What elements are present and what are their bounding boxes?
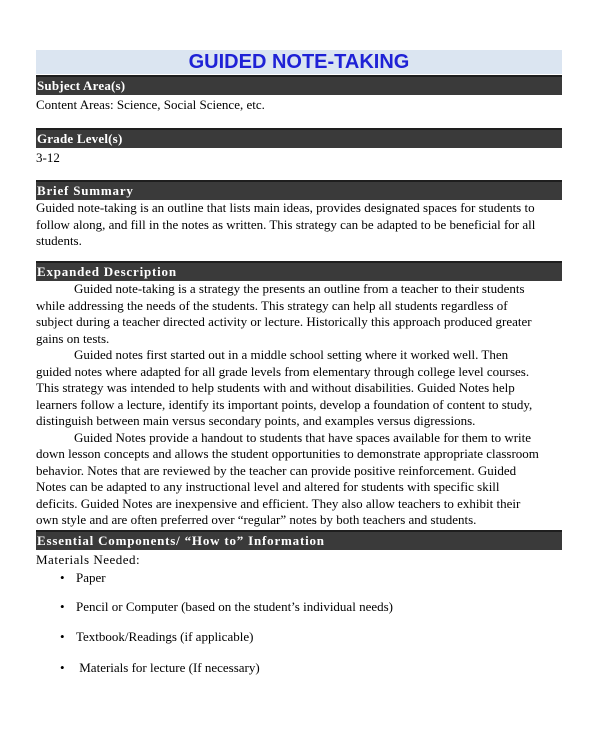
paragraph-line: while addressing the needs of the students. This strategy can help all students regardless of [36, 297, 508, 313]
list-item [60, 570, 106, 586]
paragraph-line: learners follow a lecture, identify its important points, develop a foundation of content to study, [36, 396, 533, 412]
list-item-text: Paper [76, 570, 106, 585]
paragraph-line: Guided Notes provide a handout to students that have spaces available for them to write [74, 429, 532, 445]
bullet-icon: • [60, 599, 65, 614]
subject-area-header: Subject Area(s) [36, 75, 562, 95]
summary-line: students. [36, 233, 82, 248]
summary-line: Guided note-taking is an outline that lists main ideas, provides designated spaces for students to [36, 200, 535, 215]
paragraph-line: behavior. Notes that are reviewed by the teacher can provide positive reinforcement. Guided [36, 462, 517, 478]
subject-area-text: Content Areas: Science, Social Science, etc. [36, 97, 265, 112]
list-item-text: Pencil or Computer (based on the student’s individual needs) [76, 599, 393, 614]
page-title: GUIDED NOTE-TAKING [188, 51, 410, 73]
bullet-icon: • [60, 570, 65, 585]
paragraph-line: This strategy was intended to help students with and without disabilities. Guided Notes help [36, 380, 515, 395]
paragraph-line: Guided note-taking is a strategy the presents an outline from a teacher to their students [74, 281, 525, 296]
list-item [60, 599, 393, 615]
list-item-text: Textbook/Readings (if applicable) [76, 629, 254, 644]
list-item-text: Materials for lecture (If necessary) [76, 660, 260, 675]
materials-needed-label: Materials Needed: [36, 552, 141, 567]
paragraph-line: subject during a teacher directed activity or lecture. Historically this approach produced greater [36, 314, 532, 329]
list-item [60, 629, 253, 645]
paragraph-line: gains on tests. [36, 330, 110, 346]
paragraph-line: deficits. Guided Notes are inexpensive and efficient. They also allow teachers to exhibit their [36, 495, 521, 511]
bullet-icon: • [60, 629, 65, 644]
paragraph-line: down lesson concepts and allows the student opportunities to demonstrate appropriate classroom [36, 446, 539, 461]
brief-summary-header: Brief Summary [36, 180, 562, 200]
paragraph-line: guided notes where adapted for all grade levels from elementary through college level courses. [36, 363, 530, 379]
expanded-description-text [36, 281, 566, 529]
essential-components-header: Essential Components/ “How to” Information [36, 530, 562, 550]
grade-level-header: Grade Level(s) [36, 128, 562, 148]
brief-summary-text [36, 200, 566, 250]
paragraph-line: Notes can be adapted to any instructional level and altered for students with specific skill [36, 479, 500, 494]
list-item [60, 660, 260, 676]
paragraph-line: Guided notes first started out in a middle school setting where it worked well. Then [74, 347, 509, 362]
summary-line: follow along, and fill in the notes as written. This strategy can be adapted to be beneficial for all [36, 216, 536, 232]
grade-level-text: 3-12 [36, 150, 60, 165]
expanded-description-header: Expanded Description [36, 261, 562, 281]
paragraph-line: distinguish between main versus secondary points, and examples versus digressions. [36, 413, 476, 428]
bullet-icon: • [60, 660, 65, 675]
paragraph-line: own style and are often preferred over “regular” notes by both teachers and students. [36, 512, 477, 527]
